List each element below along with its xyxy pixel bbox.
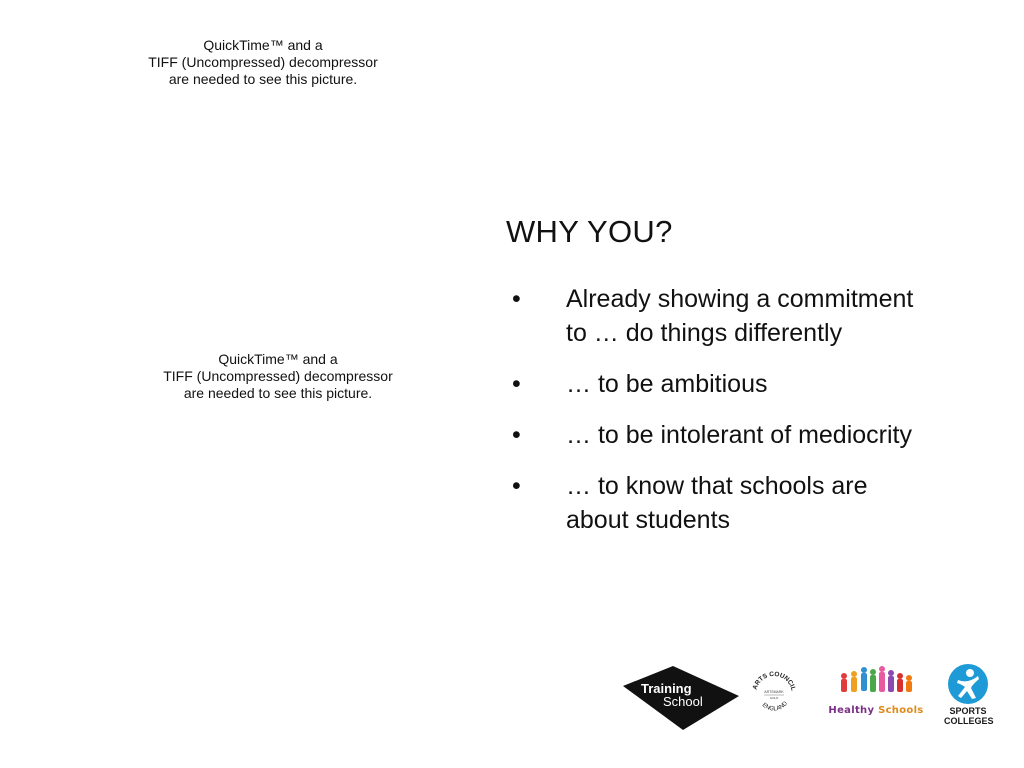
bullet-text: … to be ambitious xyxy=(566,370,768,398)
arts-council-center2: GOLD xyxy=(769,696,779,700)
sports-figure-icon xyxy=(944,658,992,706)
healthy-word: Healthy xyxy=(828,705,875,716)
arts-council-center1: ARTSMARK xyxy=(764,690,784,694)
placeholder-line: TIFF (Uncompressed) decompressor xyxy=(163,368,393,384)
sports-colleges-logo xyxy=(944,658,992,730)
placeholder-line: TIFF (Uncompressed) decompressor xyxy=(148,54,378,70)
training-school-logo xyxy=(623,666,739,732)
placeholder-line: are needed to see this picture. xyxy=(168,71,358,87)
missing-picture-placeholder xyxy=(118,37,408,88)
bullet-item xyxy=(510,418,930,452)
healthy-schools-logo xyxy=(816,664,936,720)
bullet-icon: • xyxy=(512,370,521,398)
placeholder-line: are needed to see this picture. xyxy=(183,385,373,401)
bullet-item xyxy=(510,469,930,537)
bullet-icon: • xyxy=(512,421,521,449)
missing-picture-placeholder xyxy=(133,351,423,402)
bullet-icon: • xyxy=(512,285,521,313)
bullet-list xyxy=(510,282,930,554)
sports-line1: SPORTS xyxy=(949,706,987,716)
bullet-text: Already showing a commitment to … do things differently xyxy=(566,285,914,347)
slide-title: WHY YOU? xyxy=(506,214,673,249)
arts-council-bottom-text: ENGLAND xyxy=(760,700,789,713)
bullet-icon: • xyxy=(512,472,521,500)
bullet-text: … to be intolerant of mediocrity xyxy=(566,421,912,449)
placeholder-line: QuickTime™ and a xyxy=(218,351,338,367)
bullet-item xyxy=(510,367,930,401)
healthy-schools-label xyxy=(816,705,936,716)
placeholder-line: QuickTime™ and a xyxy=(203,37,323,53)
sports-line2: COLLEGES xyxy=(944,716,994,726)
training-school-line1: Training xyxy=(641,681,692,696)
arts-council-top-text: ARTS COUNCIL xyxy=(751,670,797,692)
training-school-line2: School xyxy=(663,694,703,709)
arts-council-seal xyxy=(749,668,799,720)
bullet-item xyxy=(510,282,930,350)
bullet-text: … to know that schools are about students xyxy=(566,472,868,534)
sports-colleges-label xyxy=(944,706,992,726)
schools-word: Schools xyxy=(878,705,924,716)
healthy-schools-figures-icon xyxy=(816,664,936,704)
